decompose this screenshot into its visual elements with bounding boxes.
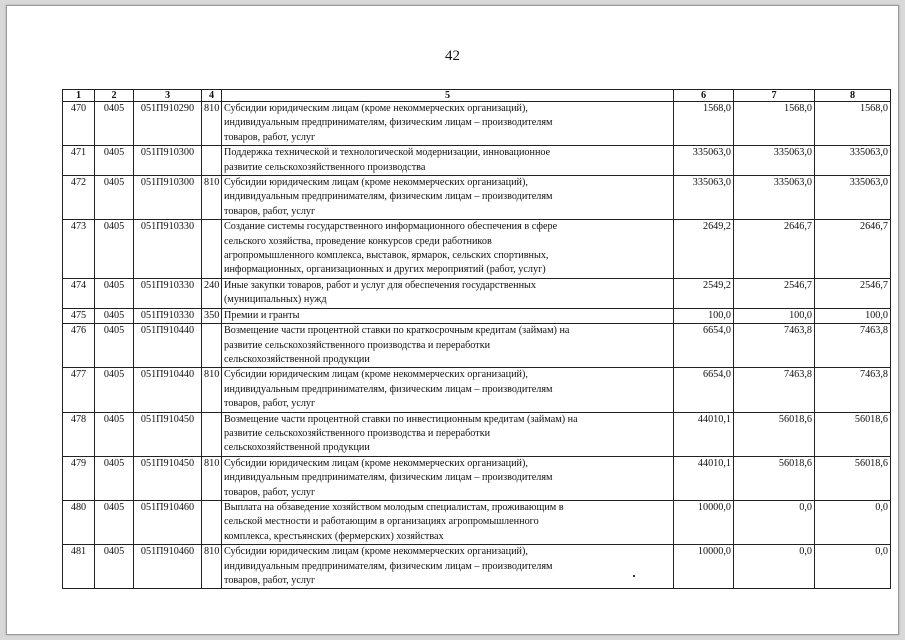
- row-description: Создание системы государственного информационного обеспечения в сфере сельского хозяйства, проведение конкурсов среди работников агропромышленного комплекса, выставок, ярмарок, сельских спортивных, информационных, организационных и других мероприятий (работ, услуг): [222, 220, 674, 279]
- column-header: 3: [134, 90, 202, 102]
- amount-col-7: 335063,0: [734, 176, 815, 220]
- row-number: 476: [63, 324, 95, 368]
- table-row: [63, 176, 891, 220]
- row-number: 472: [63, 176, 95, 220]
- amount-col-6: 2549,2: [674, 278, 734, 308]
- table-row: [63, 102, 891, 146]
- amount-col-6: 2649,2: [674, 220, 734, 279]
- row-description: Поддержка технической и технологической модернизации, инновационное развитие сельскохозяйственного производства: [222, 146, 674, 176]
- row-description: Выплата на обзаведение хозяйством молодым специалистам, проживающим в сельской местности и работающим в организациях агропромышленного комплекса, крестьянских (фермерских) хозяйствах: [222, 500, 674, 544]
- target-article-code: 051П910300: [134, 146, 202, 176]
- amount-col-8: 0,0: [815, 500, 891, 544]
- section-code: 0405: [95, 324, 134, 368]
- amount-col-6: 6654,0: [674, 368, 734, 412]
- amount-col-7: 335063,0: [734, 146, 815, 176]
- amount-col-7: 7463,8: [734, 368, 815, 412]
- amount-col-6: 10000,0: [674, 545, 734, 589]
- amount-col-6: 10000,0: [674, 500, 734, 544]
- column-header: 8: [815, 90, 891, 102]
- row-number: 479: [63, 456, 95, 500]
- row-description: Возмещение части процентной ставки по краткосрочным кредитам (займам) на развитие сельскохозяйственного производства и переработки сельскохозяйственной продукции: [222, 324, 674, 368]
- expense-type-code: [202, 500, 222, 544]
- row-number: 481: [63, 545, 95, 589]
- table-row: [63, 456, 891, 500]
- amount-col-8: 335063,0: [815, 146, 891, 176]
- amount-col-8: 2546,7: [815, 278, 891, 308]
- row-description: Субсидии юридическим лицам (кроме некоммерческих организаций), индивидуальным предпринимателям, физическим лицам – производителям товаров, работ, услуг: [222, 456, 674, 500]
- section-code: 0405: [95, 500, 134, 544]
- section-code: 0405: [95, 368, 134, 412]
- column-header: 6: [674, 90, 734, 102]
- row-description: Иные закупки товаров, работ и услуг для обеспечения государственных (муниципальных) нужд: [222, 278, 674, 308]
- table-row: [63, 368, 891, 412]
- expense-type-code: 810: [202, 368, 222, 412]
- amount-col-8: 0,0: [815, 545, 891, 589]
- target-article-code: 051П910450: [134, 456, 202, 500]
- section-code: 0405: [95, 308, 134, 323]
- table-row: [63, 324, 891, 368]
- amount-col-8: 100,0: [815, 308, 891, 323]
- amount-col-8: 7463,8: [815, 368, 891, 412]
- amount-col-7: 56018,6: [734, 456, 815, 500]
- amount-col-7: 7463,8: [734, 324, 815, 368]
- row-description: Субсидии юридическим лицам (кроме некоммерческих организаций), индивидуальным предпринимателям, физическим лицам – производителям товаров, работ, услуг: [222, 102, 674, 146]
- target-article-code: 051П910290: [134, 102, 202, 146]
- target-article-code: 051П910440: [134, 324, 202, 368]
- column-header: 1: [63, 90, 95, 102]
- document-page: [6, 5, 899, 635]
- section-code: 0405: [95, 176, 134, 220]
- amount-col-8: 1568,0: [815, 102, 891, 146]
- target-article-code: 051П910330: [134, 220, 202, 279]
- amount-col-6: 6654,0: [674, 324, 734, 368]
- column-header: 4: [202, 90, 222, 102]
- amount-col-6: 100,0: [674, 308, 734, 323]
- amount-col-7: 1568,0: [734, 102, 815, 146]
- table-row: [63, 500, 891, 544]
- target-article-code: 051П910440: [134, 368, 202, 412]
- column-header: 7: [734, 90, 815, 102]
- section-code: 0405: [95, 102, 134, 146]
- table-row: [63, 545, 891, 589]
- table-row: [63, 308, 891, 323]
- amount-col-7: 56018,6: [734, 412, 815, 456]
- amount-col-6: 44010,1: [674, 412, 734, 456]
- amount-col-7: 2646,7: [734, 220, 815, 279]
- table-row: [63, 412, 891, 456]
- table-row: [63, 220, 891, 279]
- expense-type-code: 810: [202, 102, 222, 146]
- row-number: 475: [63, 308, 95, 323]
- expense-type-code: [202, 146, 222, 176]
- section-code: 0405: [95, 146, 134, 176]
- target-article-code: 051П910330: [134, 308, 202, 323]
- row-description: Субсидии юридическим лицам (кроме некоммерческих организаций), индивидуальным предпринимателям, физическим лицам – производителям товаров, работ, услуг: [222, 545, 674, 589]
- target-article-code: 051П910460: [134, 545, 202, 589]
- row-description: Субсидии юридическим лицам (кроме некоммерческих организаций), индивидуальным предпринимателям, физическим лицам – производителям товаров, работ, услуг: [222, 368, 674, 412]
- row-number: 471: [63, 146, 95, 176]
- amount-col-7: 100,0: [734, 308, 815, 323]
- amount-col-6: 44010,1: [674, 456, 734, 500]
- amount-col-8: 7463,8: [815, 324, 891, 368]
- amount-col-8: 335063,0: [815, 176, 891, 220]
- amount-col-6: 1568,0: [674, 102, 734, 146]
- row-number: 470: [63, 102, 95, 146]
- row-number: 477: [63, 368, 95, 412]
- expense-type-code: [202, 412, 222, 456]
- section-code: 0405: [95, 545, 134, 589]
- section-code: 0405: [95, 278, 134, 308]
- expense-type-code: [202, 324, 222, 368]
- table-row: [63, 278, 891, 308]
- table-header-row: [63, 90, 891, 102]
- section-code: 0405: [95, 220, 134, 279]
- target-article-code: 051П910450: [134, 412, 202, 456]
- row-number: 474: [63, 278, 95, 308]
- section-code: 0405: [95, 412, 134, 456]
- expense-type-code: 350: [202, 308, 222, 323]
- amount-col-6: 335063,0: [674, 176, 734, 220]
- budget-table: [62, 89, 891, 589]
- expense-type-code: 810: [202, 456, 222, 500]
- amount-col-8: 56018,6: [815, 412, 891, 456]
- amount-col-7: 0,0: [734, 500, 815, 544]
- target-article-code: 051П910330: [134, 278, 202, 308]
- expense-type-code: [202, 220, 222, 279]
- amount-col-8: 56018,6: [815, 456, 891, 500]
- table-row: [63, 146, 891, 176]
- row-number: 478: [63, 412, 95, 456]
- page-number: 42: [445, 48, 460, 64]
- section-code: 0405: [95, 456, 134, 500]
- expense-type-code: 810: [202, 176, 222, 220]
- expense-type-code: 810: [202, 545, 222, 589]
- target-article-code: 051П910300: [134, 176, 202, 220]
- row-number: 480: [63, 500, 95, 544]
- column-header: 2: [95, 90, 134, 102]
- scan-speck: [633, 575, 635, 577]
- amount-col-8: 2646,7: [815, 220, 891, 279]
- column-header: 5: [222, 90, 674, 102]
- expense-type-code: 240: [202, 278, 222, 308]
- row-description: Возмещение части процентной ставки по инвестиционным кредитам (займам) на развитие сельскохозяйственного производства и переработки сельскохозяйственной продукции: [222, 412, 674, 456]
- amount-col-6: 335063,0: [674, 146, 734, 176]
- row-description: Премии и гранты: [222, 308, 674, 323]
- row-number: 473: [63, 220, 95, 279]
- target-article-code: 051П910460: [134, 500, 202, 544]
- amount-col-7: 2546,7: [734, 278, 815, 308]
- amount-col-7: 0,0: [734, 545, 815, 589]
- row-description: Субсидии юридическим лицам (кроме некоммерческих организаций), индивидуальным предпринимателям, физическим лицам – производителям товаров, работ, услуг: [222, 176, 674, 220]
